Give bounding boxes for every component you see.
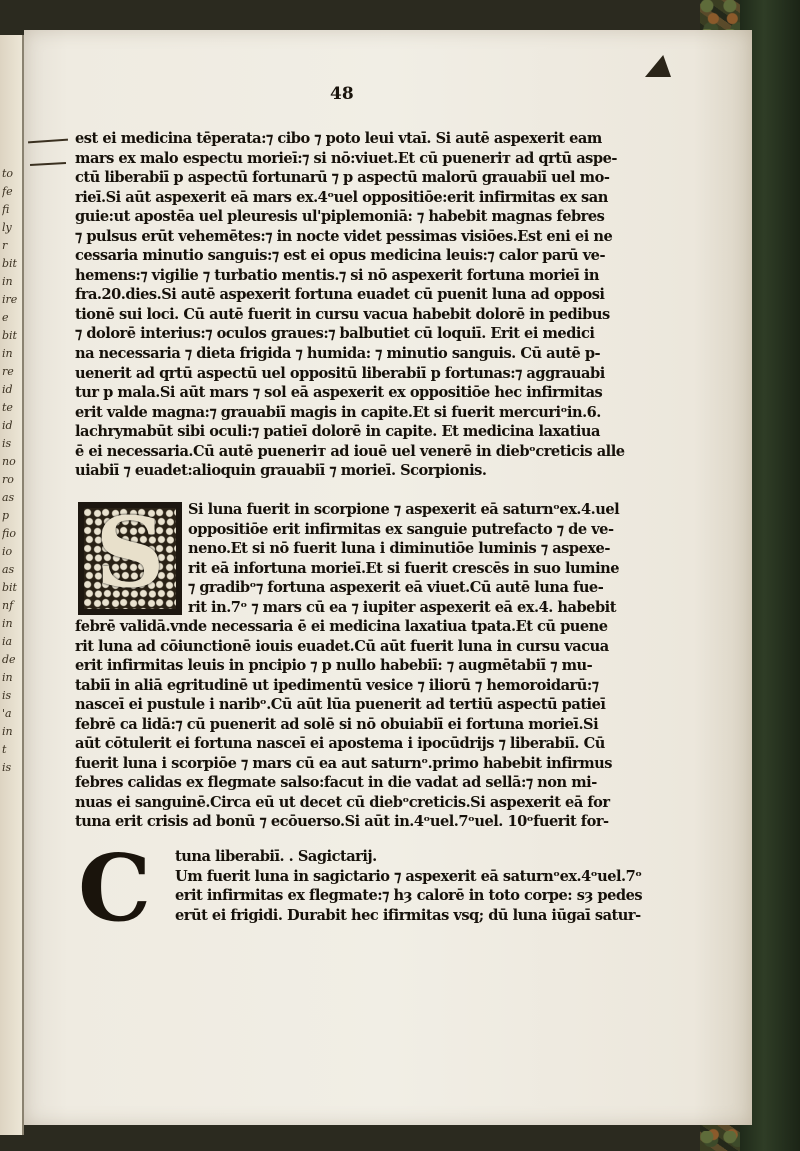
text-block-top [75, 129, 665, 481]
woodcut-initial-s [78, 496, 182, 615]
text-line: uiabiī ⁊ euadet:alioquin grauabiī ⁊ morieī. Scorpionis. [75, 462, 487, 480]
text-line: uenerit ad qrtū aspectū uel oppositū liberabiī p fortunas:⁊ aggrauabi [75, 364, 605, 382]
text-line: tuna erit crisis ad bonū ⁊ ecōuerso.Si aūt in.4ᵒuel.7ᵒuel. 10ᵒfuerit for- [75, 813, 609, 831]
text-line: erit valde magna:⁊ grauabiī magis in capite.Et si fuerit mercuriᵒin.6. [75, 403, 601, 421]
text-block-middle [75, 617, 665, 832]
text-line: guie:ut apostēa uel pleuresis ul'piplemoniā: ⁊ habebit magnas febres [75, 208, 605, 226]
text-line: rit in.7ᵒ ⁊ mars cū ea ⁊ iupiter aspexerit eā ex.4. habebit [188, 598, 616, 616]
text-line: neno.Et si nō fuerit luna i diminutiōe luminis ⁊ aspexe- [188, 540, 610, 558]
left-page-edge [0, 35, 24, 1135]
text-line: febres calidas ex flegmate salso:facut in die vadat ad sellā:⁊ non mi- [75, 774, 597, 792]
text-line: ctū liberabiī p aspectū fortunarū ⁊ p aspectū malorū grauabiī uel mo- [75, 169, 610, 187]
text-line: ⁊ dolorē interius:⁊ oculos graues:⁊ balbutiet cū loquiī. Erit ei medici [75, 325, 595, 343]
text-block-beside-initial [188, 500, 668, 617]
text-line: Si luna fuerit in scorpione ⁊ aspexerit eā saturnᵒex.4.uel [188, 501, 620, 518]
text-line: tuna liberabiī. . Sagictarij. [175, 848, 377, 865]
text-line: nasceī ei pustule i naribᵒ.Cū aūt lūa puenerit ad tertiū aspectū patieī [75, 696, 606, 714]
initial-c: C [78, 834, 152, 942]
text-line: febrē validā.vnde necessaria ē ei medicina laxatiua tpata.Et cū puene [75, 618, 608, 635]
text-line: aūt cōtulerit ei fortuna nasceī ei apostema i ipocūdrijs ⁊ liberabiī. Cū [75, 735, 605, 753]
text-line: cessaria minutio sanguis:⁊ est ei opus medicina leuis:⁊ calor parū ve- [75, 247, 606, 265]
text-line: fuerit luna i scorpiōe ⁊ mars cū ea aut saturnᵒ.primo habebit infirmus [75, 754, 613, 772]
text-line: erūt ei frigidi. Durabit hec ifirmitas vsq; dū luna iūgaī satur- [175, 906, 641, 924]
folio-number: 48 [330, 84, 354, 104]
text-line: ⁊ pulsus erūt vehemētes:⁊ in nocte videt pessimas visiōes.Est eni ei ne [75, 227, 613, 245]
text-line: mars ex malo espectu morieī:⁊ si nō:viuet.Et cū pueneriт ad qrtū aspe- [75, 149, 617, 167]
text-line: rit luna ad cōiunctionē iouis euadet.Cū aūt fuerit luna in cursu vacua [75, 637, 609, 655]
text-line: rieī.Si aūt aspexerit eā mars ex.4ᵒuel oppositiōe:erit infirmitas ex san [75, 188, 608, 206]
initial-s-letter: S [95, 496, 165, 609]
text-line: fra.20.dies.Si autē aspexerit fortuna euadet cū puenit luna ad opposi [75, 286, 605, 304]
text-block-bottom [175, 847, 665, 925]
text-line: Um fuerit luna in sagictario ⁊ aspexerit eā saturnᵒex.4ᵒuel.7ᵒ [175, 867, 642, 885]
text-line: tionē sui loci. Cū autē fuerit in cursu vacua habebit dolorē in pedibus [75, 305, 610, 323]
text-line: hemens:⁊ vigilie ⁊ turbatio mentis.⁊ si nō aspexerit fortuna morieī in [75, 266, 599, 284]
text-line: nuas ei sanguinē.Circa eū ut decet cū diebᵒcreticis.Si aspexerit eā for [75, 793, 610, 811]
text-line: erit infirmitas leuis in pncipio ⁊ p nullo habebiī: ⁊ augmētabiī ⁊ mu- [75, 657, 593, 675]
text-line: febrē ca lidā:⁊ cū puenerit ad solē si nō obuiabiī ei fortuna morieī.Si [75, 715, 599, 733]
text-line: est ei medicina tēperata:⁊ cibo ⁊ poto leui vtaī. Si autē aspexerit eam [75, 130, 602, 147]
text-line: ⁊ gradibᵒ⁊ fortuna aspexerit eā viuet.Cū autē luna fue- [188, 579, 604, 597]
text-line: lachrymabūt sibi oculi:⁊ patieī dolorē in capite. Et medicina laxatiua [75, 423, 600, 441]
text-line: tabiī in aliā egritudinē ut ipedimentū vesice ⁊ iliorū ⁊ hemoroidarū:⁊ [75, 676, 599, 694]
text-line: ē ei necessaria.Cū autē pueneriт ad iouē uel venerē in diebᵒcreticis alle [75, 442, 625, 460]
left-page-text-fragments: to fe fi ly r bit in ire e bit in re id te id is no ro as p fio io as bit nf in ia de in is 'a in t is [2, 167, 18, 774]
text-line: oppositiōe erit infirmitas ex sanguie putrefacto ⁊ de ve- [188, 520, 614, 538]
text-line: na necessaria ⁊ dieta frigida ⁊ humida: ⁊ minutio sanguis. Cū autē p- [75, 345, 601, 363]
text-line: erit infirmitas ex flegmate:⁊ hȝ calorē in toto corpe: sȝ pedes [175, 887, 643, 905]
text-line: tur p mala.Si aūt mars ⁊ sol eā aspexerit ex oppositiōe hec infirmitas [75, 384, 603, 402]
text-line: rit eā infortuna morieī.Et si fuerit crescēs in suo lumine [188, 559, 620, 577]
